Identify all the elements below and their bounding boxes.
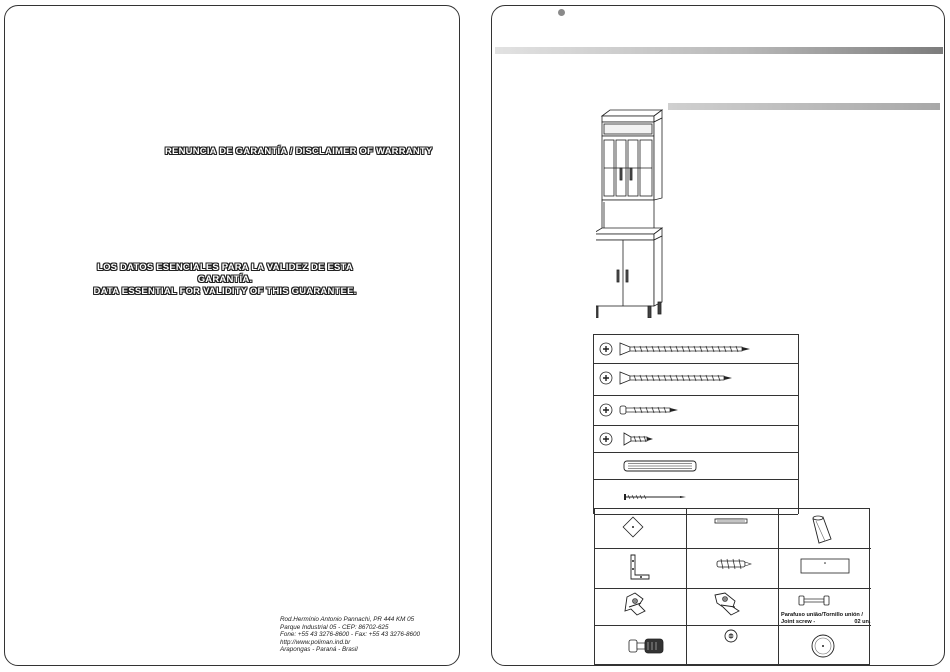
short-screw-icon	[594, 426, 798, 453]
shelf-support-icon	[595, 509, 687, 549]
section-bar	[668, 103, 940, 110]
medium-screw-icon	[594, 396, 798, 426]
wall-plug-icon	[687, 549, 779, 589]
leveler-icon	[779, 626, 871, 666]
essential-line-1: LOS DATOS ESENCIALES PARA LA VALIDEZ DE ESTA GARANTÍA.	[97, 262, 353, 285]
right-page	[491, 5, 945, 666]
page-dot	[558, 9, 565, 16]
left-page	[4, 5, 460, 666]
joint-screw-label	[781, 612, 871, 625]
wood-dowel-icon	[594, 453, 798, 480]
foot-icon	[779, 509, 871, 549]
warranty-title: RENUNCIA DE GARANTÍA / DISCLAIMER OF WARRANTY	[165, 146, 433, 157]
address-line: Fone: +55 43 3276-8600 - Fax: +55 43 3276-8600	[280, 631, 421, 638]
cam-lock-icon	[687, 626, 779, 666]
header-bar	[495, 47, 943, 54]
warranty-essential-data	[75, 262, 375, 298]
address-line: http://www.poliman.ind.br	[280, 638, 351, 646]
cabinet-illustration	[596, 106, 668, 318]
essential-line-2: DATA ESSENTIAL FOR VALIDITY OF THIS GUARANTEE.	[93, 286, 357, 297]
long-screw-icon	[594, 335, 798, 364]
door-handle-icon	[687, 509, 779, 549]
hinge-icon	[595, 589, 687, 626]
joint-screw-label-line-1: Parafuso união/Tornillo unión /	[781, 612, 863, 618]
address-line: Rod.Hermínio Antonio Pannachi, PR 444 KM 05	[280, 616, 415, 623]
plate-icon	[779, 549, 871, 589]
address-line: Parque Industrial 05 - CEP: 86702-625	[280, 623, 389, 631]
joint-screw-label-text: Joint screw -	[781, 618, 816, 625]
fittings-grid	[594, 508, 870, 665]
screw-list	[593, 334, 799, 514]
joint-screw-label-line-2	[781, 619, 871, 626]
joint-screw-quantity: 02 un.	[854, 618, 871, 625]
medium-long-screw-icon	[594, 364, 798, 396]
angle-bracket-icon	[595, 549, 687, 589]
company-address	[280, 616, 420, 654]
address-line: Arapongas - Paraná - Brasil	[280, 646, 358, 653]
hinge-2-icon	[687, 589, 779, 626]
joint-screw-icon	[779, 589, 871, 626]
joint-bolt-icon	[595, 626, 687, 666]
